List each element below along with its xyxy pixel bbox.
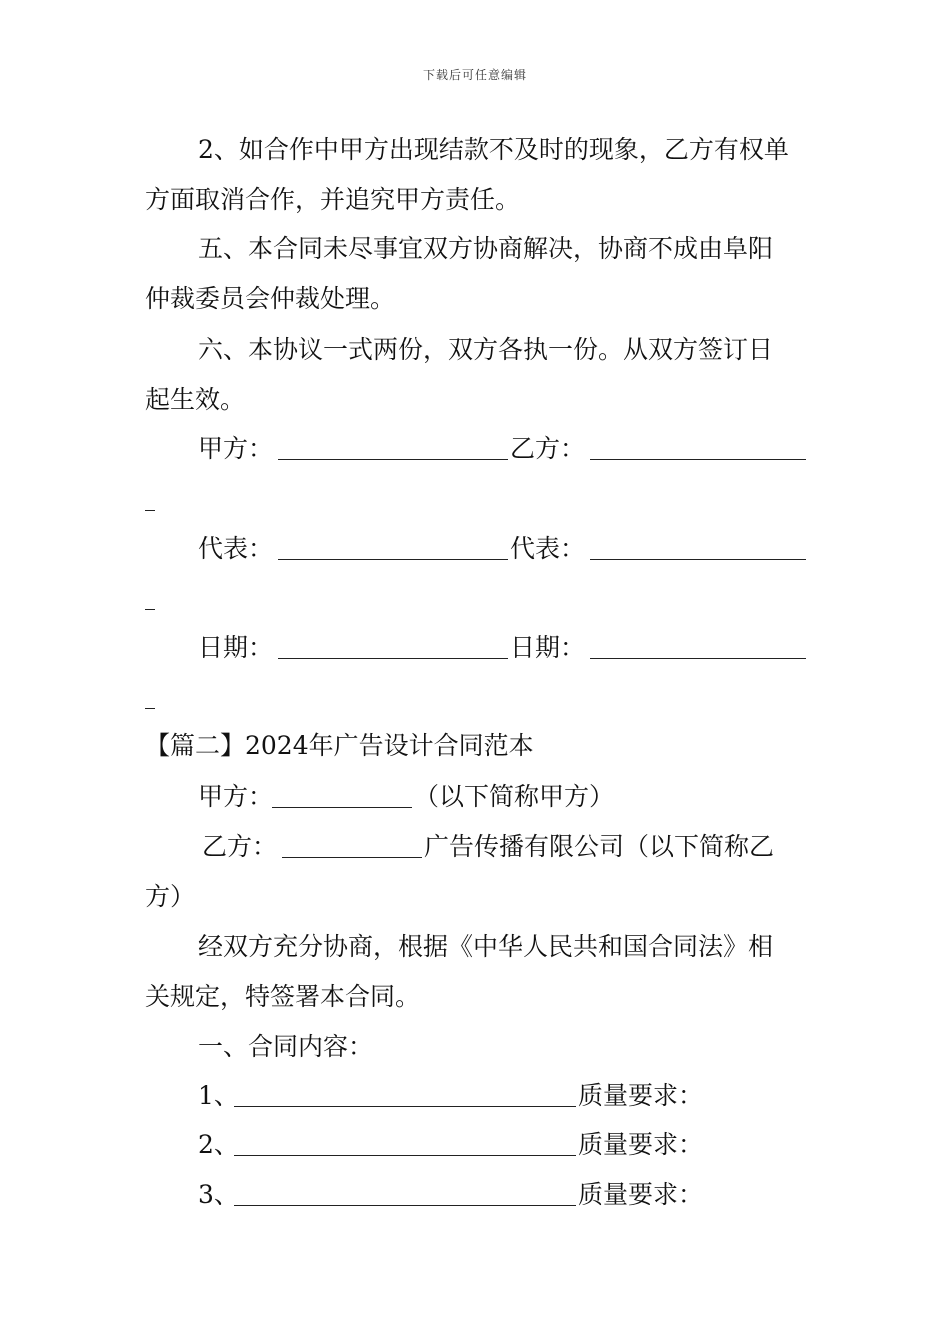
party-b-label: 乙方：	[510, 434, 586, 463]
contract-content-heading: 一、合同内容：	[198, 1032, 374, 1061]
section-2-party-a-label: 甲方：	[198, 782, 274, 811]
section-2-party-b-suffix: 广告传播有限公司（以下简称乙	[424, 832, 775, 861]
rep-b-blank[interactable]	[590, 559, 806, 560]
rep-blank-continuation	[145, 609, 155, 610]
clause-5-line-2: 仲裁委员会仲裁处理。	[145, 284, 396, 313]
section-2-title: 【篇二】2024年广告设计合同范本	[145, 731, 534, 760]
clause-2-line-2: 方面取消合作，并追究甲方责任。	[145, 185, 521, 214]
party-a-label: 甲方：	[198, 434, 274, 463]
party-b-blank[interactable]	[590, 459, 806, 460]
date-b-blank[interactable]	[590, 658, 806, 659]
section-2-party-a-suffix: （以下简称甲方）	[414, 782, 615, 811]
item-number: 3、	[198, 1180, 239, 1209]
item-1-blank[interactable]	[234, 1106, 576, 1107]
item-quality-label: 质量要求：	[578, 1081, 704, 1110]
party-a-blank[interactable]	[278, 459, 508, 460]
section-2-party-b-blank[interactable]	[282, 857, 422, 858]
clause-2-line-1: 2、如合作中甲方出现结款不及时的现象，乙方有权单	[198, 135, 789, 164]
item-quality-label: 质量要求：	[578, 1130, 704, 1159]
rep-a-label: 代表：	[198, 534, 274, 563]
section-2-party-b-suffix-line-2: 方）	[145, 882, 196, 911]
rep-a-blank[interactable]	[278, 559, 508, 560]
date-a-label: 日期：	[198, 633, 274, 662]
clause-6-line-1: 六、本协议一式两份，双方各执一份。从双方签订日	[198, 335, 774, 364]
item-number: 2、	[198, 1130, 239, 1159]
item-3-blank[interactable]	[234, 1205, 576, 1206]
section-2-intro-line-1: 经双方充分协商，根据《中华人民共和国合同法》相	[198, 932, 774, 961]
rep-b-label: 代表：	[510, 534, 586, 563]
party-blank-continuation	[145, 510, 155, 511]
item-quality-label: 质量要求：	[578, 1180, 704, 1209]
item-number: 1、	[198, 1081, 239, 1110]
section-2-party-a-blank[interactable]	[272, 807, 412, 808]
section-2-intro-line-2: 关规定，特签署本合同。	[145, 982, 421, 1011]
section-2-party-b-label: 乙方：	[202, 832, 278, 861]
date-b-label: 日期：	[510, 633, 586, 662]
date-blank-continuation	[145, 708, 155, 709]
date-a-blank[interactable]	[278, 658, 508, 659]
clause-5-line-1: 五、本合同未尽事宜双方协商解决，协商不成由阜阳	[198, 234, 774, 263]
item-2-blank[interactable]	[234, 1155, 576, 1156]
clause-6-line-2: 起生效。	[145, 385, 246, 414]
header-note: 下载后可任意编辑	[422, 68, 527, 82]
